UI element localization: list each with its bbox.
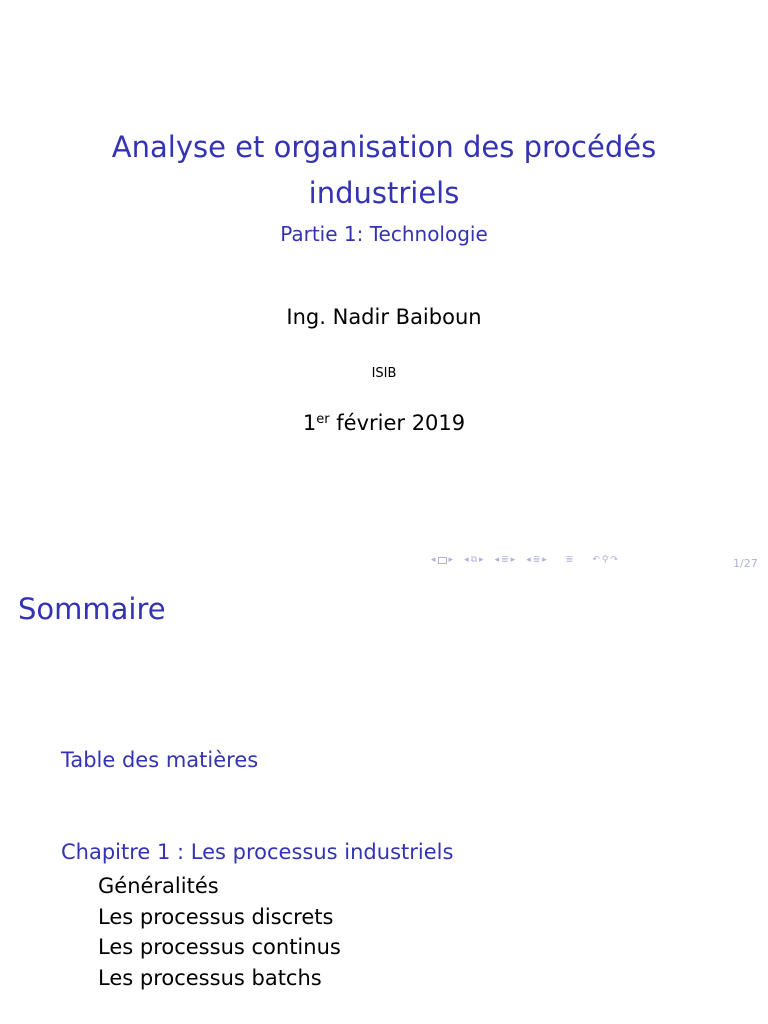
- date-ordinal: er: [316, 412, 330, 427]
- date-rest: février 2019: [329, 411, 466, 435]
- nav-next-subsection-icon[interactable]: ▸: [479, 555, 484, 565]
- nav-next-frame-icon[interactable]: ▸: [448, 555, 454, 565]
- nav-doc-group[interactable]: [565, 555, 575, 565]
- toc-section-item[interactable]: Les processus discrets: [98, 904, 334, 929]
- nav-part-group[interactable]: [525, 555, 548, 565]
- nav-frame-group[interactable]: [430, 555, 454, 565]
- toc-section-list: [98, 871, 341, 993]
- presentation-date: [0, 411, 768, 435]
- toc-heading[interactable]: Table des matières: [61, 748, 259, 772]
- nav-doc-icon[interactable]: ≣: [565, 555, 574, 565]
- presentation-title: [0, 124, 768, 216]
- title-line-2: industriels: [308, 176, 460, 210]
- nav-search-icon[interactable]: ⚲: [601, 555, 609, 565]
- nav-next-section-icon[interactable]: ▸: [510, 555, 516, 565]
- institute: ISIB: [371, 366, 397, 381]
- nav-back-icon[interactable]: ↶: [592, 555, 600, 565]
- nav-section-icon: ≣: [501, 555, 509, 565]
- toc-chapter[interactable]: Chapitre 1 : Les processus industriels: [61, 840, 454, 864]
- nav-forward-icon[interactable]: ↷: [610, 555, 619, 565]
- nav-frame-icon: [438, 557, 447, 564]
- frame-title: Sommaire: [18, 592, 166, 626]
- nav-subsection-group[interactable]: [463, 555, 485, 565]
- toc-section-item[interactable]: Les processus batchs: [98, 965, 322, 990]
- toc-section-item[interactable]: Les processus continus: [98, 935, 341, 959]
- date-day: 1: [302, 411, 317, 435]
- nav-prev-section-icon[interactable]: ◂: [494, 555, 500, 565]
- nav-subsection-icon: ⧉: [470, 555, 478, 565]
- nav-section-group[interactable]: [494, 555, 517, 565]
- nav-search-group[interactable]: [591, 555, 619, 565]
- nav-prev-part-icon[interactable]: ◂: [526, 555, 531, 565]
- toc-section-item[interactable]: Généralités: [98, 874, 219, 898]
- nav-prev-frame-icon[interactable]: ◂: [431, 555, 436, 565]
- title-line-1: Analyse et organisation des procédés: [111, 130, 657, 164]
- nav-next-part-icon[interactable]: ▸: [542, 555, 547, 565]
- summary-slide: [0, 576, 768, 1024]
- nav-prev-subsection-icon[interactable]: ◂: [464, 555, 469, 565]
- presentation-subtitle: Partie 1: Technologie: [280, 222, 488, 246]
- page-number: 1/27: [733, 557, 758, 570]
- navigation-bar: [430, 553, 628, 567]
- nav-part-icon: ≣: [532, 555, 541, 565]
- author: Ing. Nadir Baiboun: [286, 305, 482, 329]
